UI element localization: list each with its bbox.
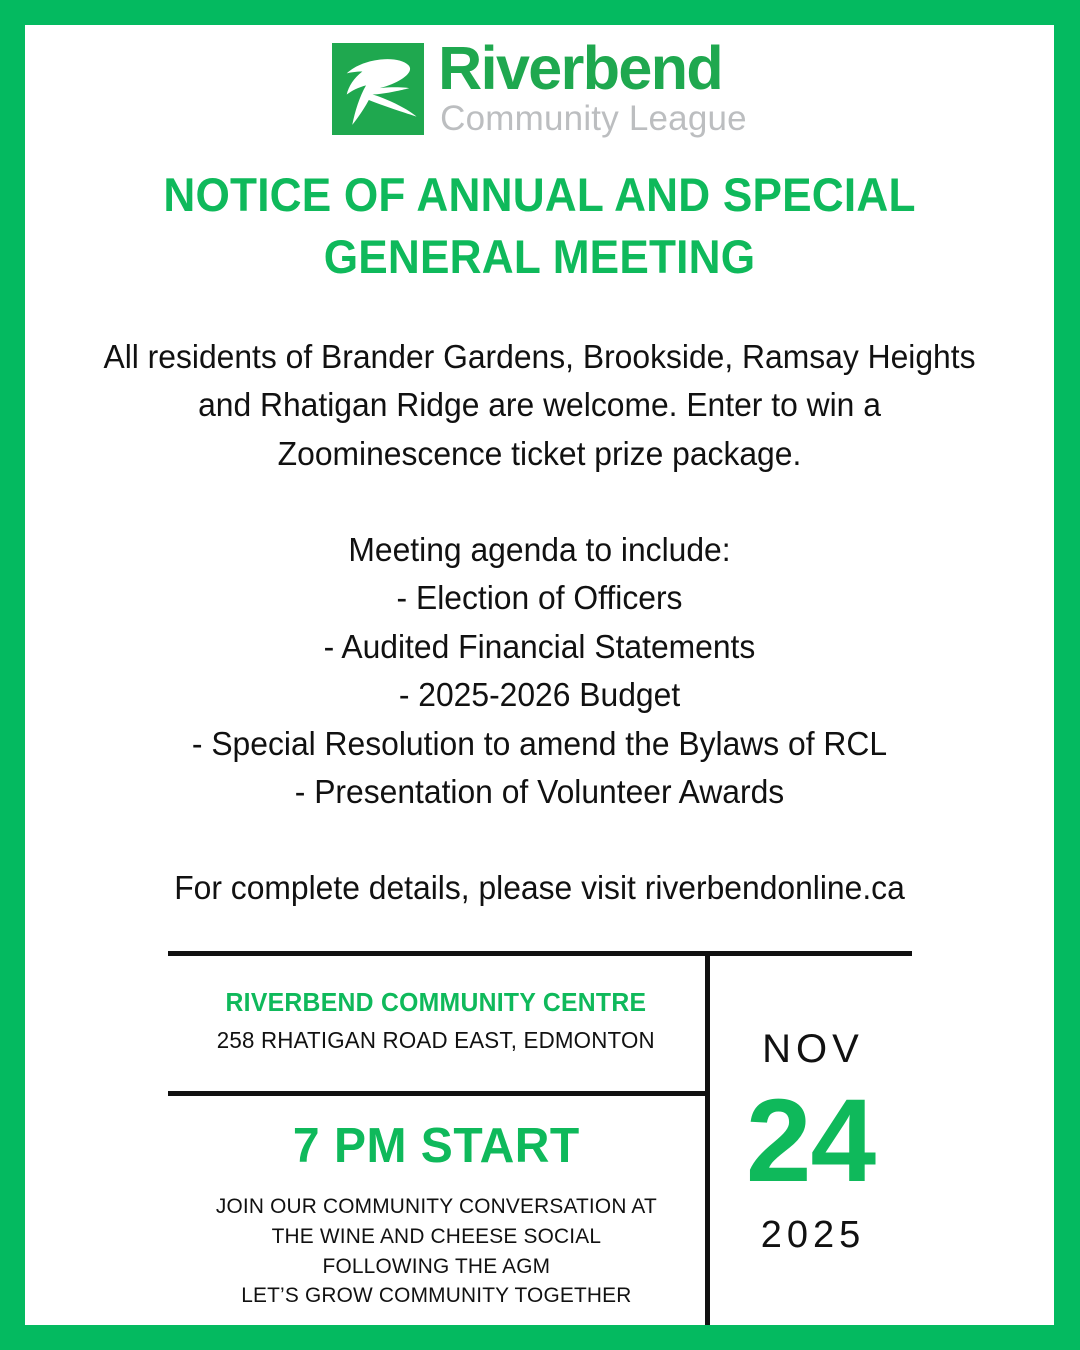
agenda-block [83,527,996,818]
agenda-item: - Presentation of Volunteer Awards [294,774,785,812]
social-note-line: FOLLOWING THE AGM [322,1253,550,1278]
page-title-line-1: NOTICE OF ANNUAL AND SPECIAL [163,167,916,221]
event-date-column [710,951,912,1325]
agenda-item: - Election of Officers [396,580,683,618]
venue-address: 258 RHATIGAN ROAD EAST, EDMONTON [216,1026,656,1053]
venue-name: RIVERBEND COMMUNITY CENTRE [225,988,647,1017]
agenda-item: - 2025-2026 Budget [398,677,681,715]
page-title [112,164,966,288]
agenda-heading: Meeting agenda to include: [348,531,731,569]
page-title-line-2: GENERAL MEETING [323,229,756,283]
time-block [168,1096,705,1325]
logo-text-group [438,34,747,138]
social-note-line: LET’S GROW COMMUNITY TOGETHER [240,1283,632,1308]
event-details-left-column [168,951,705,1325]
start-time: 7 PM START [292,1119,580,1174]
logo-lockup [25,25,1054,136]
agenda-item: - Audited Financial Statements [323,628,756,666]
agenda-item: - Special Resolution to amend the Bylaws of RCL [191,725,888,763]
riverbend-r-mark-icon [332,43,424,135]
social-note-line: JOIN OUR COMMUNITY CONVERSATION AT [215,1194,657,1219]
social-note-line: THE WINE AND CHEESE SOCIAL [271,1224,601,1249]
body-copy [83,334,996,914]
social-note [215,1192,656,1311]
date-day: 24 [745,1075,876,1208]
date-year: 2025 [760,1213,866,1256]
logo-subtitle: Community League [440,98,747,138]
poster-sheet [25,25,1054,1325]
date-month: NOV [762,1027,864,1072]
logo-wordmark: Riverbend [438,34,723,102]
details-link-text: For complete details, please visit riverbendonline.ca [174,869,905,907]
venue-block [168,951,705,1091]
event-details-box [168,951,912,1325]
intro-paragraph: All residents of Brander Gardens, Brookside, Ramsay Heights and Rhatigan Ridge are welcome. Enter to win a Zoominescence ticket prize package. [103,338,976,473]
